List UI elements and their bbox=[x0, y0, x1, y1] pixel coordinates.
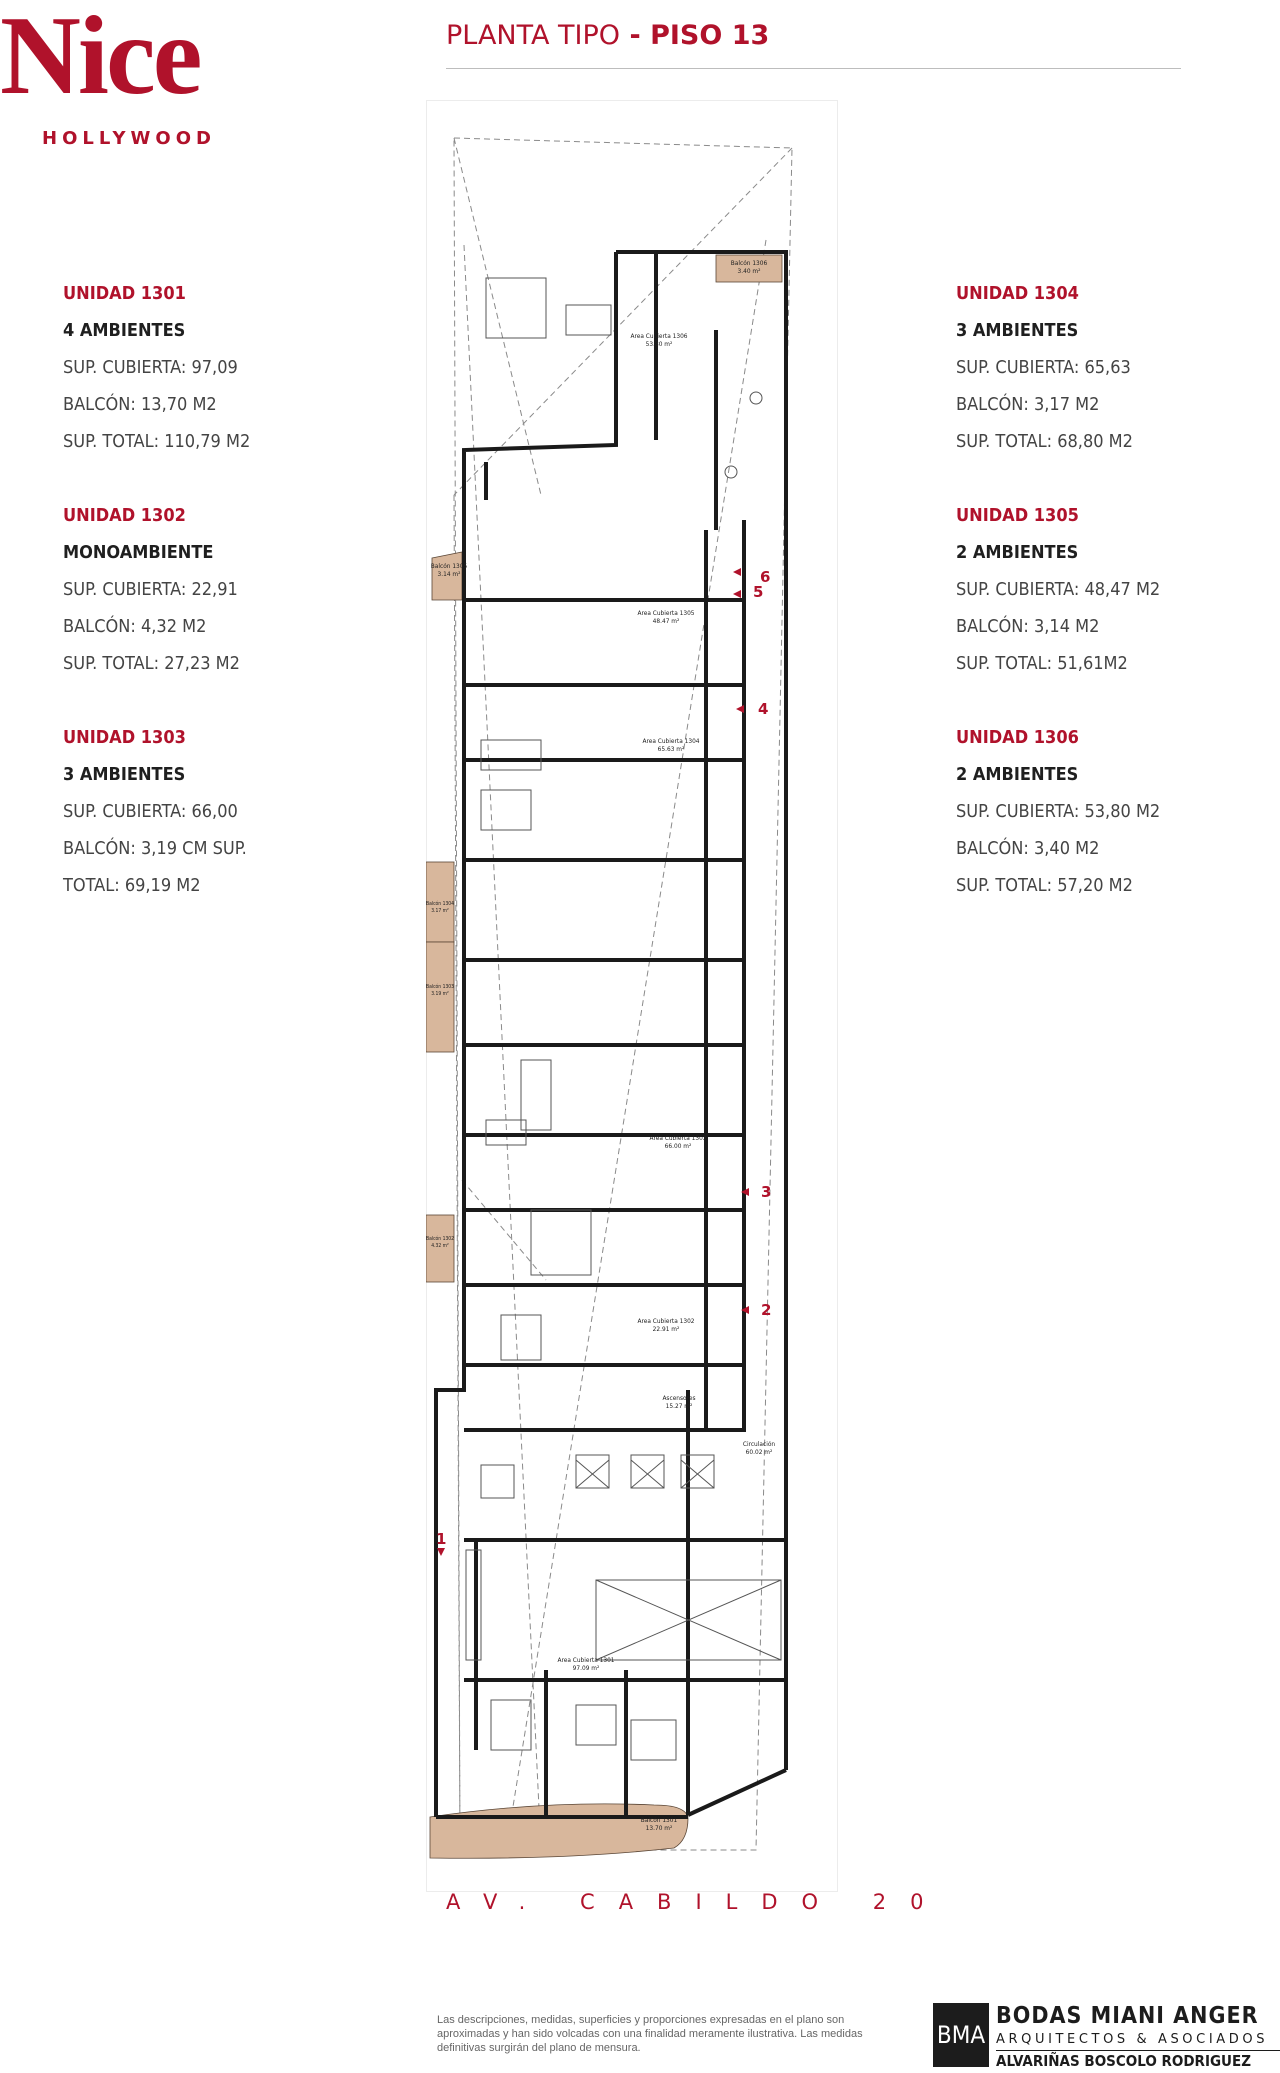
unit-title: UNIDAD 1302 bbox=[63, 505, 186, 526]
plan-label-area-1303: Area Cubierta 1303 bbox=[649, 1134, 707, 1142]
plan-label-balcon-1302: Balcón 1302 bbox=[426, 1236, 455, 1242]
plan-label-balcon-1305-area: 3.14 m² bbox=[437, 570, 461, 578]
floor-plan bbox=[426, 100, 836, 1890]
unit-type: 3 AMBIENTES bbox=[63, 764, 186, 785]
unit-type: MONOAMBIENTE bbox=[63, 542, 214, 563]
unit-1304-spec bbox=[956, 275, 1256, 460]
unit-1306-spec bbox=[956, 719, 1256, 904]
plan-label-area-1301-value: 97.09 m² bbox=[572, 1664, 600, 1672]
plan-label-balcon-1305: Balcón 1305 bbox=[430, 562, 468, 570]
plan-label-balcon-1304-area: 3.17 m² bbox=[431, 908, 449, 914]
brand-subtitle: HOLLYWOOD bbox=[42, 128, 216, 149]
unit-balcony: BALCÓN: 3,40 M2 bbox=[956, 838, 1100, 859]
plan-label-ascensores-area: 15.27 m² bbox=[665, 1402, 693, 1410]
unit-covered-area: SUP. CUBIERTA: 22,91 bbox=[63, 579, 238, 600]
firm-logo: BMA bbox=[933, 2003, 989, 2067]
plan-label-area-1304-value: 65.63 m² bbox=[657, 745, 685, 753]
unit-marker-4: 4 bbox=[758, 700, 769, 718]
unit-total: SUP. TOTAL: 27,23 M2 bbox=[63, 653, 240, 674]
plan-label-area-1306: Area Cubierta 1306 bbox=[630, 332, 688, 340]
plan-label-ascensores: Ascensores bbox=[662, 1394, 696, 1402]
unit-type: 4 AMBIENTES bbox=[63, 320, 186, 341]
disclaimer-text: Las descripciones, medidas, superficies y proporciones expresadas en el plano son aproximadas y han sido volcadas con una finalidad meramente ilustrativa. Las medidas definitivas surgirán del plano de mensura. bbox=[437, 2014, 863, 2054]
plan-label-area-1302: Area Cubierta 1302 bbox=[637, 1317, 695, 1325]
unit-marker-2: 2 bbox=[761, 1301, 772, 1319]
firm-name: BODAS MIANI ANGER bbox=[996, 2003, 1259, 2029]
page-title-floor: - PISO 13 bbox=[620, 20, 770, 51]
unit-type: 2 AMBIENTES bbox=[956, 542, 1079, 563]
balconies bbox=[426, 255, 782, 1858]
plan-label-area-1301: Area Cubierta 1301 bbox=[557, 1656, 615, 1664]
plan-label-balcon-1301: Balcón 1301 bbox=[640, 1816, 678, 1824]
plan-label-area-1302-value: 22.91 m² bbox=[652, 1325, 680, 1333]
marker-arrow bbox=[736, 705, 744, 713]
unit-1302-spec bbox=[63, 497, 363, 682]
plan-label-area-1306-value: 53.80 m² bbox=[645, 340, 673, 348]
plan-label-balcon-1302-area: 4.32 m² bbox=[431, 1243, 449, 1249]
unit-1303-spec bbox=[63, 719, 363, 904]
unit-title: UNIDAD 1304 bbox=[956, 283, 1079, 304]
street-label: AV. CABILDO 20 bbox=[446, 1890, 948, 1914]
unit-covered-area: SUP. CUBIERTA: 53,80 M2 bbox=[956, 801, 1161, 822]
marker-arrow bbox=[437, 1548, 445, 1556]
plan-label-circulacion: Circulación bbox=[742, 1440, 776, 1448]
unit-title: UNIDAD 1301 bbox=[63, 283, 186, 304]
unit-covered-area: SUP. CUBIERTA: 65,63 bbox=[956, 357, 1131, 378]
plan-label-area-1303-value: 66.00 m² bbox=[664, 1142, 692, 1150]
unit-balcony: BALCÓN: 3,19 CM SUP. bbox=[63, 838, 247, 859]
unit-marker-1: 1 bbox=[436, 1530, 447, 1548]
plan-label-balcon-1306-area: 3.40 m² bbox=[737, 267, 761, 275]
unit-1301-spec bbox=[63, 275, 363, 460]
plan-label-balcon-1301-area: 13.70 m² bbox=[645, 1824, 673, 1832]
unit-covered-area: SUP. CUBIERTA: 97,09 bbox=[63, 357, 238, 378]
unit-total: SUP. TOTAL: 110,79 M2 bbox=[63, 431, 251, 452]
brand-logo: Nice bbox=[0, 0, 200, 118]
unit-marker-3: 3 bbox=[761, 1183, 772, 1201]
unit-total: SUP. TOTAL: 57,20 M2 bbox=[956, 875, 1133, 896]
unit-type: 3 AMBIENTES bbox=[956, 320, 1079, 341]
page-title bbox=[446, 20, 769, 51]
plan-label-area-1305-value: 48.47 m² bbox=[652, 617, 680, 625]
plan-label-balcon-1306: Balcón 1306 bbox=[730, 259, 768, 267]
unit-balcony: BALCÓN: 3,17 M2 bbox=[956, 394, 1100, 415]
unit-covered-area: SUP. CUBIERTA: 48,47 M2 bbox=[956, 579, 1161, 600]
header-divider bbox=[446, 68, 1181, 69]
plan-label-area-1305: Area Cubierta 1305 bbox=[637, 609, 695, 617]
plan-label-balcon-1303-area: 3.19 m² bbox=[431, 991, 449, 997]
unit-covered-area: SUP. CUBIERTA: 66,00 bbox=[63, 801, 238, 822]
unit-1305-spec bbox=[956, 497, 1256, 682]
unit-total: SUP. TOTAL: 51,61M2 bbox=[956, 653, 1128, 674]
firm-subtitle: ARQUITECTOS & ASOCIADOS bbox=[996, 2032, 1269, 2047]
walls bbox=[436, 252, 786, 1817]
firm-partners: ALVARIÑAS BOSCOLO RODRIGUEZ bbox=[996, 2050, 1280, 2070]
unit-title: UNIDAD 1305 bbox=[956, 505, 1079, 526]
plan-label-balcon-1303: Balcón 1303 bbox=[426, 984, 455, 990]
unit-title: UNIDAD 1303 bbox=[63, 727, 186, 748]
unit-balcony: BALCÓN: 3,14 M2 bbox=[956, 616, 1100, 637]
unit-total: TOTAL: 69,19 M2 bbox=[63, 875, 201, 896]
marker-arrow bbox=[733, 568, 741, 576]
unit-balcony: BALCÓN: 13,70 M2 bbox=[63, 394, 217, 415]
unit-title: UNIDAD 1306 bbox=[956, 727, 1079, 748]
plan-label-area-1304: Area Cubierta 1304 bbox=[642, 737, 700, 745]
page-title-prefix: PLANTA TIPO bbox=[446, 20, 621, 51]
unit-total: SUP. TOTAL: 68,80 M2 bbox=[956, 431, 1133, 452]
fixtures bbox=[466, 278, 781, 1760]
unit-type: 2 AMBIENTES bbox=[956, 764, 1079, 785]
plan-label-circulacion-area: 60.02 m² bbox=[745, 1448, 773, 1456]
unit-marker-5: 5 bbox=[753, 583, 764, 601]
unit-balcony: BALCÓN: 4,32 M2 bbox=[63, 616, 207, 637]
plan-label-balcon-1304: Balcón 1304 bbox=[426, 901, 455, 907]
marker-arrow bbox=[733, 590, 741, 598]
balcony-1303 bbox=[426, 942, 454, 1052]
unit-marker-6: 6 bbox=[760, 568, 771, 586]
lot-outline bbox=[454, 138, 792, 1850]
